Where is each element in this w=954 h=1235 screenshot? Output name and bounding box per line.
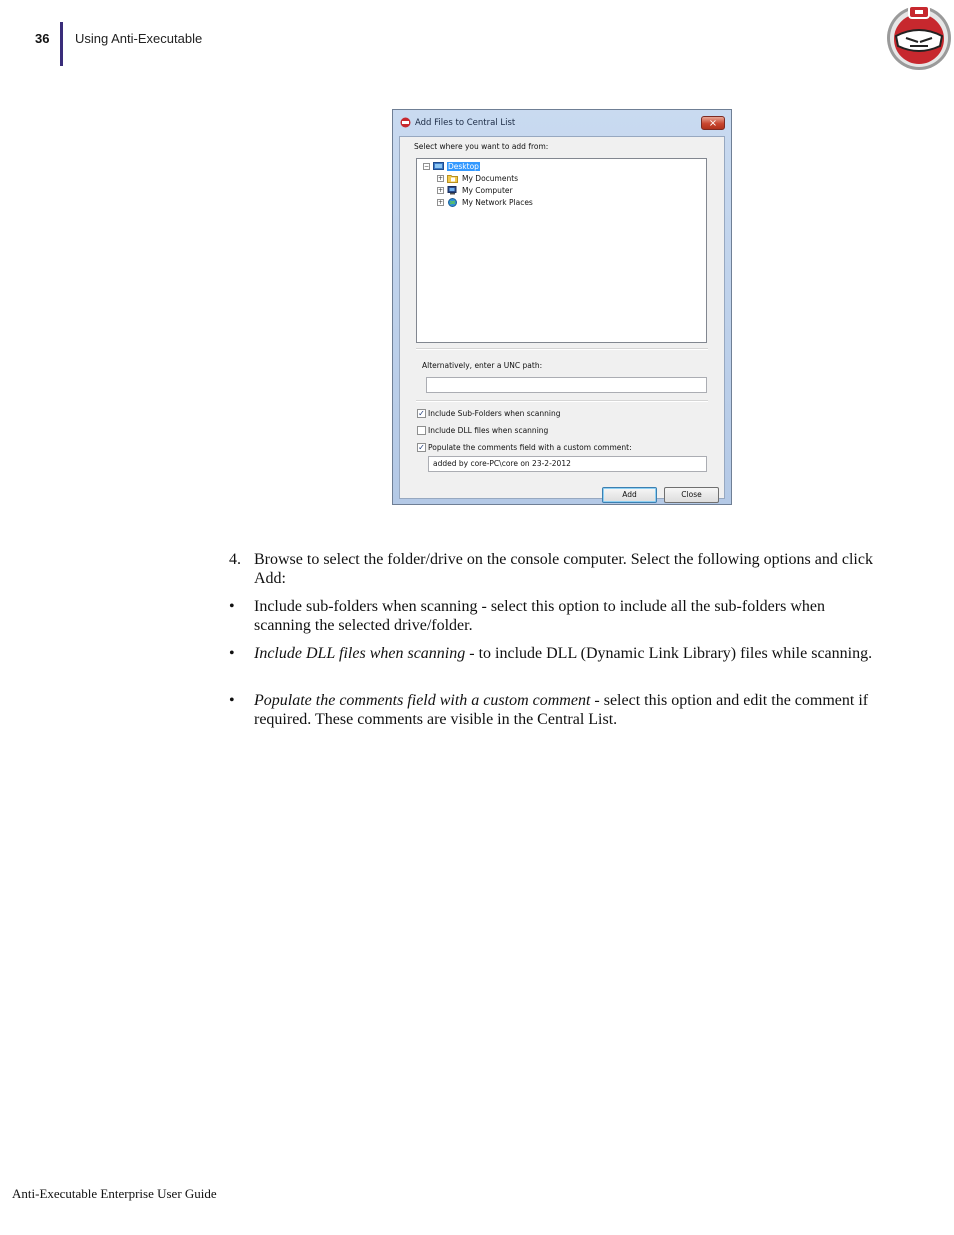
add-button[interactable]: Add [602,487,657,503]
include-subfolders-option[interactable] [417,409,561,418]
bullet-comment-option-name: Populate the comments field with a custom comment [254,692,591,709]
folder-tree[interactable] [416,158,707,343]
section-title: Using Anti-Executable [75,31,203,46]
dialog-title: Add Files to Central List [415,118,516,128]
step-4-text: Browse to select the folder/drive on the console computer. Select the following options and click Add: [254,551,873,587]
collapse-icon[interactable]: − [424,163,430,170]
footer-guide-title: Anti-Executable Enterprise User Guide [12,1186,217,1201]
step-number: 4. [229,551,241,568]
expand-icon[interactable]: + [438,187,444,194]
network-icon [447,198,458,207]
separator [416,348,708,350]
bullet-icon: • [229,645,235,662]
custom-comment-checkbox[interactable]: ✓ [418,443,425,452]
folder-icon [447,174,458,183]
tree-item-label: Desktop [448,162,479,171]
tree-item-my-computer[interactable] [437,185,514,196]
include-subfolders-label: Include Sub-Folders when scanning [428,409,561,418]
dialog-titlebar [393,110,731,136]
close-icon[interactable]: × [701,116,725,130]
tree-item-my-documents[interactable] [437,173,519,184]
tree-item-desktop[interactable] [423,161,480,172]
separator [416,400,708,402]
unc-path-label: Alternatively, enter a UNC path: [422,361,543,370]
bullet-dll-description: - to include DLL (Dynamic Link Library) files while scanning. [465,645,873,662]
custom-comment-option[interactable] [417,443,632,452]
custom-comment-label: Populate the comments field with a custom comment: [428,443,632,452]
bullet-subfolders-text: Include sub-folders when scanning - select this option to include all the sub-folders when scanning the selected drive/folder. [254,598,825,634]
include-dll-option[interactable] [417,426,548,435]
computer-icon [447,186,458,195]
include-dll-checkbox[interactable] [417,426,426,435]
tree-item-my-network-places[interactable] [437,197,534,208]
bullet-icon: • [229,598,235,615]
bullet-comment-description: - select this option and edit the comment if required. These comments are visible in the Central List. [254,692,869,728]
desktop-icon [433,162,444,171]
close-button[interactable]: Close [664,487,719,503]
dialog-body [399,136,725,499]
header-divider [60,22,63,66]
bullet-icon: • [229,692,235,709]
include-subfolders-checkbox[interactable]: ✓ [418,409,425,418]
add-files-dialog [392,109,732,505]
tree-item-label: My Documents [462,174,519,183]
page-number: 36 [35,31,50,46]
include-dll-label: Include DLL files when scanning [428,426,549,435]
expand-icon[interactable]: + [438,175,444,182]
bullet-dll-option-name: Include DLL files when scanning [254,645,466,662]
bullet-dll-text [254,644,884,663]
bullet-comment-text [254,691,884,729]
tree-item-label: My Network Places [462,198,533,207]
unc-path-input[interactable] [426,377,707,393]
app-icon [400,117,411,128]
select-location-label: Select where you want to add from: [414,142,549,151]
faronics-logo-icon [884,2,954,72]
comment-input[interactable]: added by core-PC\core on 23-2-2012 [428,456,707,472]
tree-item-label: My Computer [462,186,513,195]
expand-icon[interactable]: + [438,199,444,206]
